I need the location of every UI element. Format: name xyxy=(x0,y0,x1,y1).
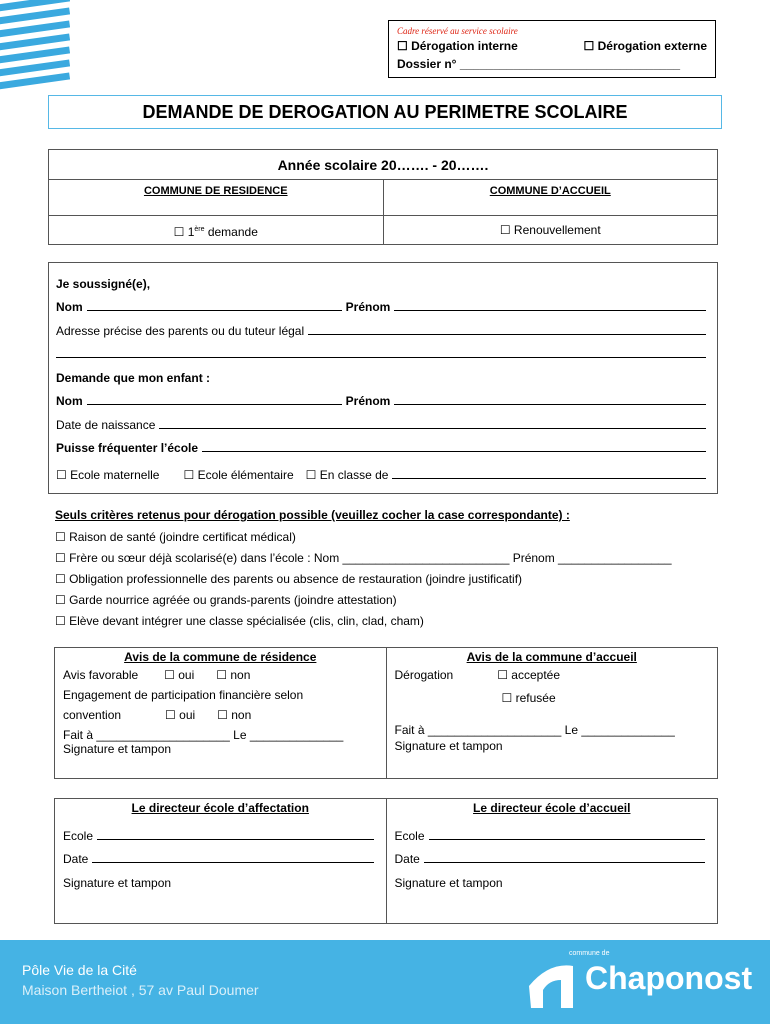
external-checkbox[interactable]: ☐ Dérogation externe xyxy=(583,39,707,53)
birthdate-field[interactable] xyxy=(159,428,706,429)
directors-table xyxy=(54,798,718,924)
criteria-item[interactable]: ☐ Garde nourrice agréée ou grands-parents (joindre attestation) xyxy=(55,593,397,607)
school-year-heading: Année scolaire 20……. - 20……. xyxy=(49,150,717,180)
accueil-signature: Signature et tampon xyxy=(394,739,503,753)
footer-department: Pôle Vie de la Cité xyxy=(22,962,137,978)
logo-icon xyxy=(525,956,587,1014)
accueil-director xyxy=(386,799,718,923)
parent-name-label: Nom xyxy=(56,300,83,314)
parent-firstname-field[interactable] xyxy=(394,310,706,311)
footer-address: Maison Bertheiot , 57 av Paul Doumer xyxy=(22,982,259,998)
classe-checkbox[interactable]: ☐ En classe de xyxy=(305,467,389,482)
parent-firstname-label: Prénom xyxy=(345,300,391,314)
convention-yes[interactable]: ☐ oui xyxy=(165,708,196,722)
address-label: Adresse précise des parents ou du tuteur légal xyxy=(56,323,305,338)
school-field[interactable] xyxy=(202,451,706,452)
criteria-heading: Seuls critères retenus pour dérogation possible (veuillez cocher la case correspondante) : xyxy=(55,508,570,522)
assignment-school-field[interactable] xyxy=(97,839,373,840)
residence-column: COMMUNE DE RESIDENCE xyxy=(143,185,288,197)
birthdate-label: Date de naissance xyxy=(56,417,156,432)
page-title: DEMANDE DE DEROGATION AU PERIMETRE SCOLAIRE xyxy=(48,95,722,129)
logo-caption: commune de xyxy=(569,950,610,957)
accepted-checkbox[interactable]: ☐ acceptée xyxy=(497,668,561,682)
reserved-caption: Cadre réservé au service scolaire xyxy=(397,26,518,36)
child-name-label: Nom xyxy=(56,394,83,408)
assignment-director-title: Le directeur école d’affectation xyxy=(131,801,309,815)
chaponost-logo xyxy=(525,948,755,1016)
child-request-label: Demande que mon enfant : xyxy=(56,370,211,385)
opinions-table xyxy=(54,647,718,779)
derogation-label: Dérogation xyxy=(394,668,454,682)
footer xyxy=(0,940,770,1024)
assignment-school-label: Ecole xyxy=(63,828,94,843)
child-firstname-label: Prénom xyxy=(345,394,391,408)
favorable-no[interactable]: ☐ non xyxy=(216,668,251,682)
criteria-item[interactable]: ☐ Elève devant intégrer une classe spécialisée (clis, clin, clad, cham) xyxy=(55,614,424,628)
residence-opinion-title: Avis de la commune de résidence xyxy=(124,650,317,664)
assignment-date-label: Date xyxy=(63,852,89,866)
child-firstname-field[interactable] xyxy=(394,404,706,405)
internal-checkbox[interactable]: ☐ Dérogation interne xyxy=(397,39,518,53)
elementaire-checkbox[interactable]: ☐ Ecole élémentaire xyxy=(183,467,294,482)
applicant-section xyxy=(48,262,718,494)
soussigne-label: Je soussigné(e), xyxy=(56,276,151,291)
favorable-label: Avis favorable xyxy=(63,668,139,682)
accueil-director-title: Le directeur école d’accueil xyxy=(473,801,631,815)
classe-field[interactable] xyxy=(392,478,706,479)
engagement-label: Engagement de participation financière selon xyxy=(63,688,304,702)
residence-opinion xyxy=(55,648,386,778)
accueil-school-field[interactable] xyxy=(429,839,705,840)
renewal-checkbox[interactable]: ☐ Renouvellement xyxy=(383,216,718,244)
criteria-item[interactable]: ☐ Obligation professionnelle des parents ou absence de restauration (joindre justificatif) xyxy=(55,572,523,586)
assignment-date-field[interactable] xyxy=(92,862,373,863)
criteria-section xyxy=(55,508,715,635)
logo-name: Chaponost xyxy=(585,960,753,996)
reserved-box xyxy=(388,20,716,78)
accueil-place-date[interactable]: Fait à ____________________ Le ______________ xyxy=(394,723,675,737)
criteria-item[interactable]: ☐ Raison de santé (joindre certificat médical) xyxy=(55,530,296,544)
residence-place-date[interactable]: Fait à ____________________ Le ______________ xyxy=(63,728,344,742)
residence-signature: Signature et tampon xyxy=(63,742,172,756)
accueil-opinion xyxy=(386,648,718,778)
school-year-table xyxy=(48,149,718,245)
convention-label: convention xyxy=(63,708,122,722)
address-field[interactable] xyxy=(308,334,706,335)
accueil-opinion-title: Avis de la commune d’accueil xyxy=(466,650,637,664)
accueil-signature-dir: Signature et tampon xyxy=(394,875,503,890)
school-label: Puisse fréquenter l’école xyxy=(56,441,199,455)
assignment-director xyxy=(55,799,386,923)
address-field-2[interactable] xyxy=(56,357,706,358)
accueil-date-field[interactable] xyxy=(424,862,705,863)
child-name-field[interactable] xyxy=(87,404,342,405)
refused-checkbox[interactable]: ☐ refusée xyxy=(501,691,556,705)
decorative-stripes xyxy=(0,0,70,92)
file-number[interactable]: Dossier n° _________________________________ xyxy=(397,57,681,71)
favorable-yes[interactable]: ☐ oui xyxy=(164,668,195,682)
accueil-date-label: Date xyxy=(394,852,420,866)
maternelle-checkbox[interactable]: ☐ Ecole maternelle xyxy=(56,467,160,482)
first-request-checkbox[interactable]: ☐ 1ère demande xyxy=(173,225,258,239)
parent-name-field[interactable] xyxy=(87,310,342,311)
convention-no[interactable]: ☐ non xyxy=(217,708,252,722)
criteria-item[interactable]: ☐ Frère ou sœur déjà scolarisé(e) dans l’école : Nom _________________________ Prénom _________________ xyxy=(55,551,672,565)
accueil-column: COMMUNE D’ACCUEIL xyxy=(383,180,718,215)
assignment-signature: Signature et tampon xyxy=(63,875,172,890)
accueil-school-label: Ecole xyxy=(394,828,425,843)
